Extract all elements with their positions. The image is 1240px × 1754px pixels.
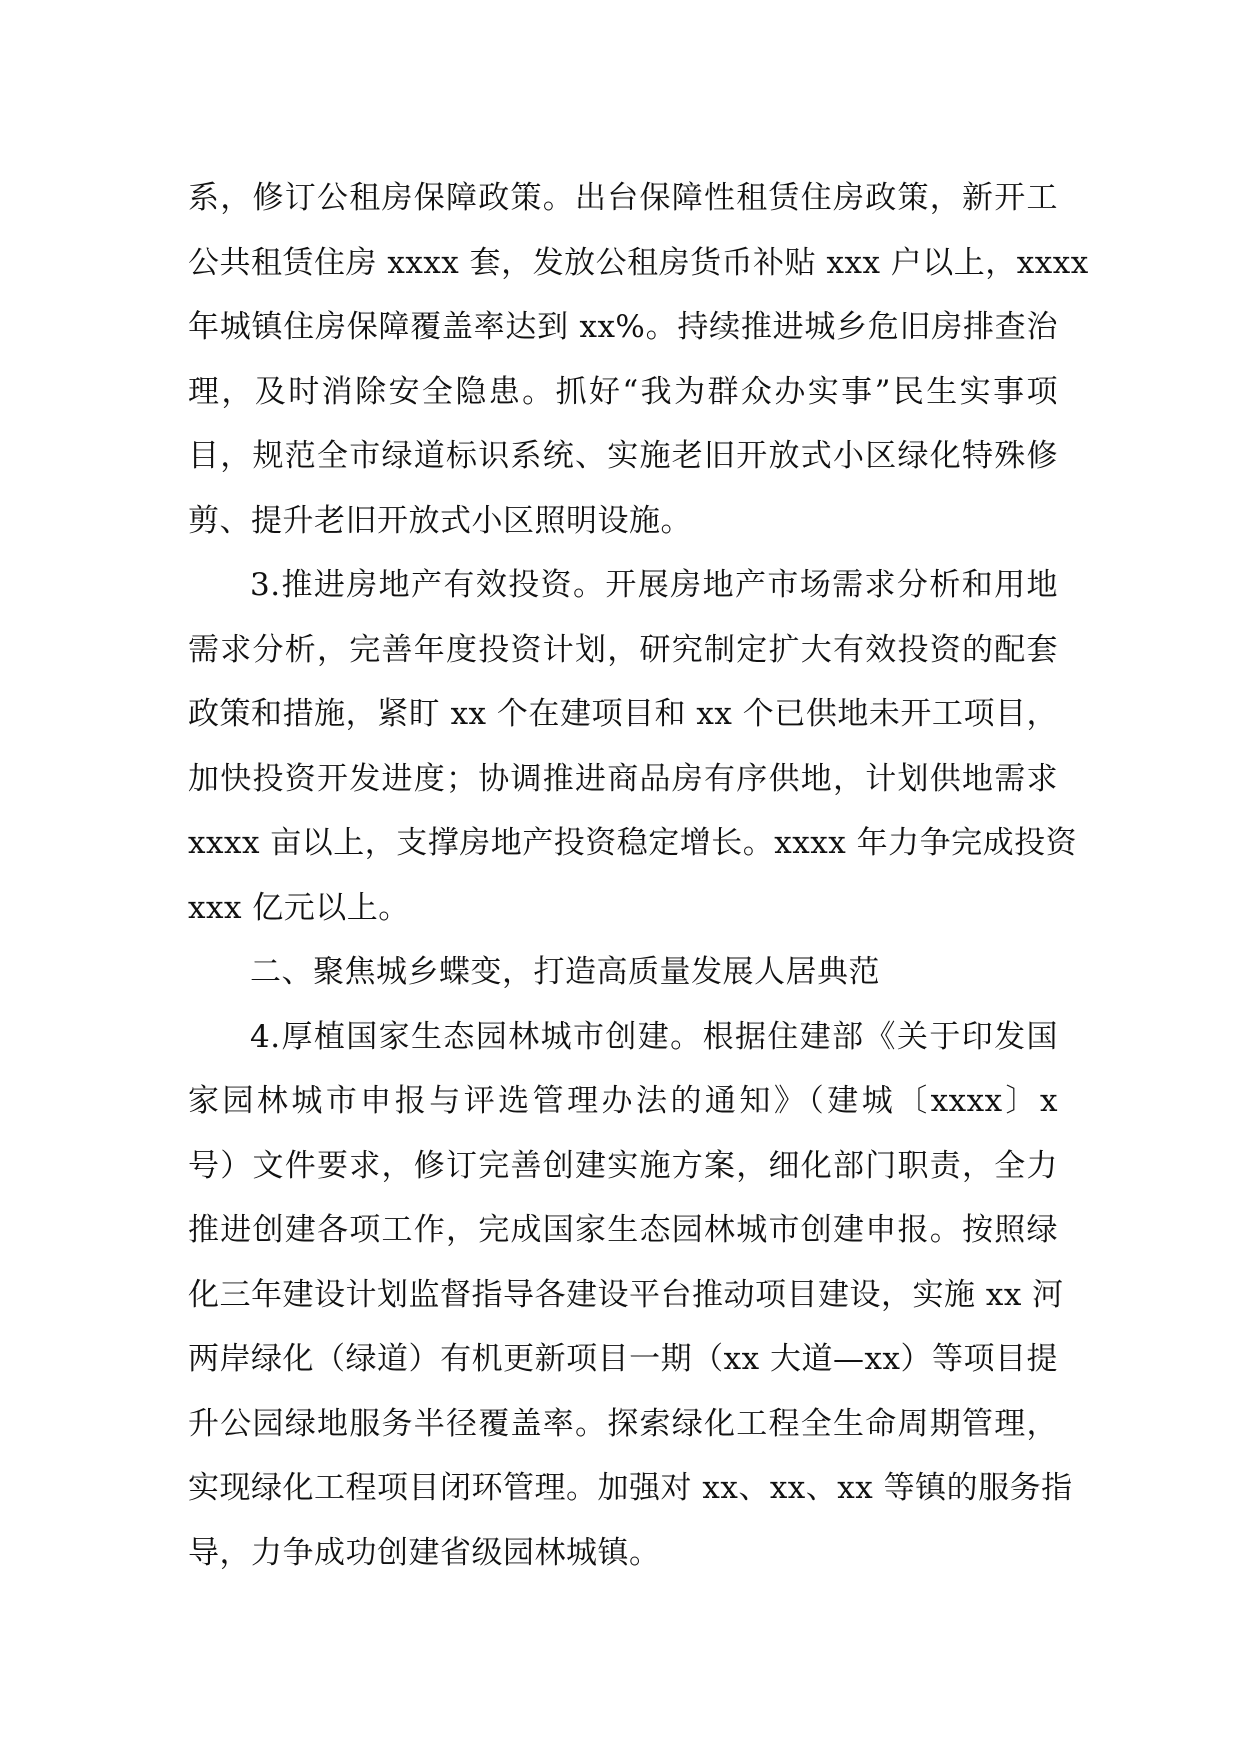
text-line: 目，规范全市绿道标识系统、实施老旧开放式小区绿化特殊修 — [188, 438, 1058, 474]
text-line: xxxx 亩以上，支撑房地产投资稳定增长。xxxx 年力争完成投资 — [188, 825, 1078, 861]
text-line: 公共租赁住房 xxxx 套，发放公租房货币补贴 xxx 户以上，xxxx — [188, 244, 1089, 281]
text-line: 年城镇住房保障覆盖率达到 xx%。持续推进城乡危旧房排查治 — [188, 309, 1058, 345]
text-line: 升公园绿地服务半径覆盖率。探索绿化工程全生命周期管理， — [188, 1405, 1058, 1442]
text-line: 号）文件要求，修订完善创建实施方案，细化部门职责，全力 — [188, 1147, 1058, 1184]
text-line: xxx 亿元以上。 — [188, 889, 410, 926]
text-line: 家园林城市申报与评选管理办法的通知》（建城〔xxxx〕x — [188, 1083, 1058, 1119]
text-line: 剪、提升老旧开放式小区照明设施。 — [188, 502, 692, 539]
section-item-4-line: 4.厚植国家生态园林城市创建。根据住建部《关于印发国 — [250, 1018, 1058, 1055]
text-line: 需求分析，完善年度投资计划，研究制定扩大有效投资的配套 — [188, 631, 1058, 668]
body-text — [188, 166, 1089, 1585]
text-line: 理，及时消除安全隐患。抓好“我为群众办实事”民生实事项 — [188, 373, 1058, 410]
text-line: 两岸绿化（绿道）有机更新项目一期（xx 大道—xx）等项目提 — [188, 1341, 1058, 1377]
text-line: 加快投资开发进度；协调推进商品房有序供地，计划供地需求 — [188, 760, 1058, 797]
text-line: 实现绿化工程项目闭环管理。加强对 xx、xx、xx 等镇的服务指 — [188, 1470, 1073, 1506]
text-line: 政策和措施，紧盯 xx 个在建项目和 xx 个已供地未开工项目， — [188, 696, 1058, 732]
text-line: 系，修订公租房保障政策。出台保障性租赁住房政策，新开工 — [188, 180, 1058, 216]
section-heading: 二、聚焦城乡蝶变，打造高质量发展人居典范 — [250, 954, 880, 990]
text-line: 化三年建设计划监督指导各建设平台推动项目建设，实施 xx 河 — [188, 1276, 1064, 1313]
text-line: 推进创建各项工作，完成国家生态园林城市创建申报。按照绿 — [188, 1212, 1058, 1248]
text-line: 导，力争成功创建省级园林城镇。 — [188, 1534, 661, 1571]
section-item-3-line: 3.推进房地产有效投资。开展房地产市场需求分析和用地 — [250, 567, 1058, 603]
